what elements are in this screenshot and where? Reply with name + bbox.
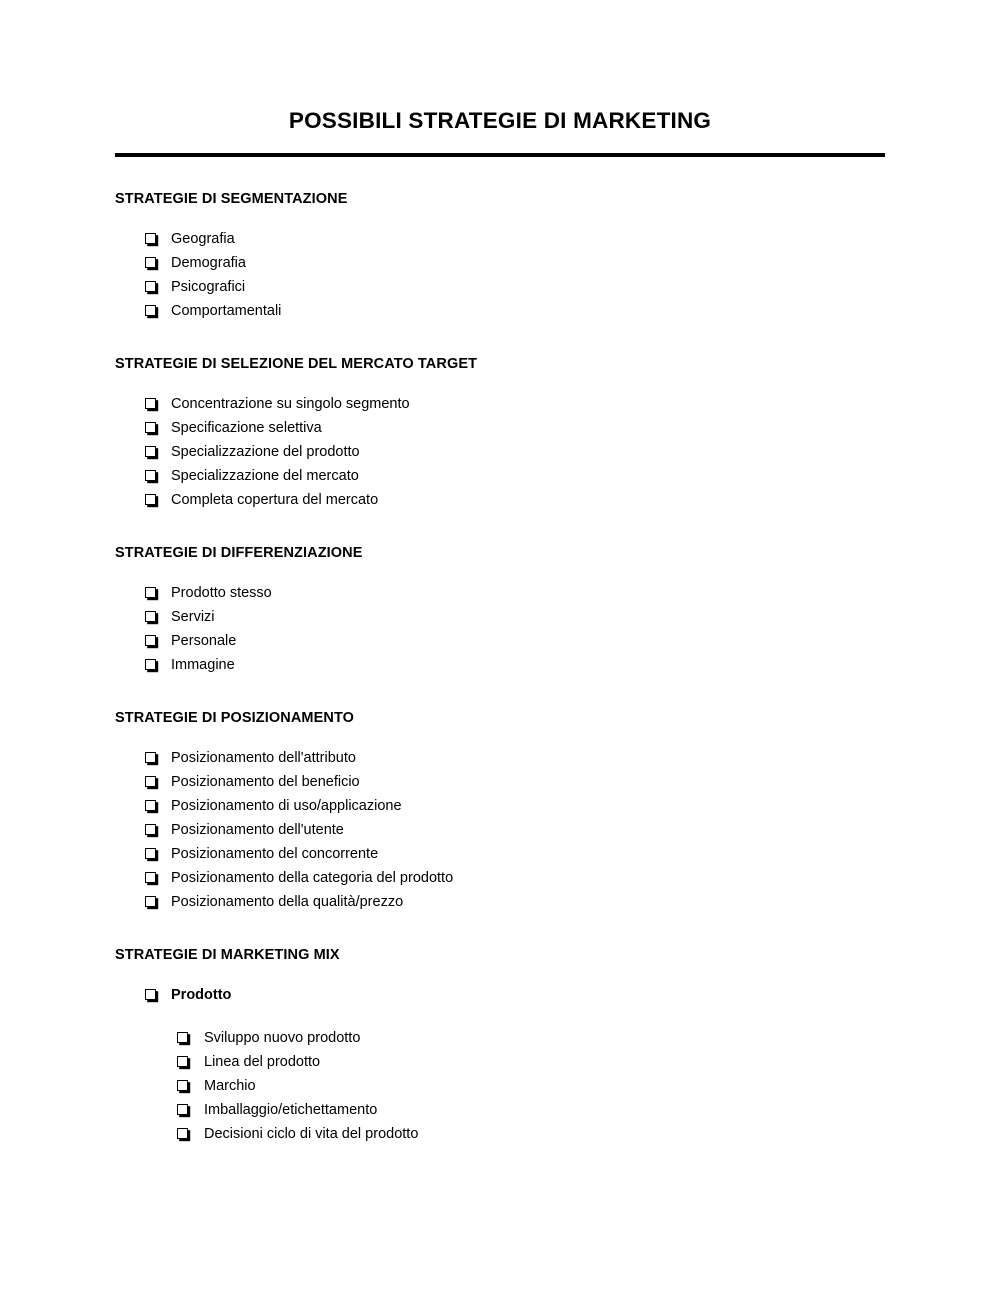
empty-checkbox-icon[interactable] bbox=[145, 800, 156, 811]
section-differenziazione bbox=[0, 544, 1000, 677]
empty-checkbox-icon[interactable] bbox=[145, 470, 156, 481]
list-item[interactable] bbox=[145, 416, 1000, 440]
list-item-label: Completa copertura del mercato bbox=[171, 492, 379, 508]
empty-checkbox-icon[interactable] bbox=[145, 872, 156, 883]
list-item-label: Immagine bbox=[171, 657, 235, 673]
list-item-label: Personale bbox=[171, 633, 237, 649]
list-item[interactable] bbox=[145, 794, 1000, 818]
list-item-label: Demografia bbox=[171, 255, 246, 271]
list-item-label: Posizionamento del beneficio bbox=[171, 774, 360, 790]
empty-checkbox-icon[interactable] bbox=[145, 824, 156, 835]
list-item[interactable] bbox=[145, 818, 1000, 842]
list-item[interactable] bbox=[145, 890, 1000, 914]
list-item[interactable] bbox=[145, 746, 1000, 770]
empty-checkbox-icon[interactable] bbox=[177, 1080, 188, 1091]
list-item-label: Posizionamento del concorrente bbox=[171, 846, 379, 862]
checklist bbox=[0, 746, 1000, 914]
checklist bbox=[0, 392, 1000, 512]
list-item-label: Sviluppo nuovo prodotto bbox=[204, 1030, 361, 1046]
empty-checkbox-icon[interactable] bbox=[145, 446, 156, 457]
empty-checkbox-icon[interactable] bbox=[145, 398, 156, 409]
section-header: STRATEGIE DI SELEZIONE DEL MERCATO TARGET bbox=[115, 356, 478, 372]
list-item[interactable] bbox=[145, 392, 1000, 416]
list-item[interactable] bbox=[145, 464, 1000, 488]
list-item-label: Specializzazione del mercato bbox=[171, 468, 359, 484]
empty-checkbox-icon[interactable] bbox=[145, 494, 156, 505]
list-item-label: Marchio bbox=[204, 1078, 256, 1094]
checklist bbox=[0, 227, 1000, 323]
list-item[interactable] bbox=[177, 1074, 1000, 1098]
list-item-label: Posizionamento della categoria del prodotto bbox=[171, 870, 454, 886]
empty-checkbox-icon[interactable] bbox=[145, 989, 156, 1000]
section-marketing-mix bbox=[0, 946, 1000, 1146]
empty-checkbox-icon[interactable] bbox=[145, 257, 156, 268]
checklist bbox=[0, 983, 1000, 1146]
list-item[interactable] bbox=[145, 251, 1000, 275]
empty-checkbox-icon[interactable] bbox=[145, 281, 156, 292]
empty-checkbox-icon[interactable] bbox=[177, 1032, 188, 1043]
empty-checkbox-icon[interactable] bbox=[177, 1104, 188, 1115]
list-item-label: Prodotto bbox=[171, 987, 232, 1003]
section-selezione-mercato-target bbox=[0, 355, 1000, 512]
list-item-label: Geografia bbox=[171, 231, 235, 247]
nested-checklist bbox=[0, 1026, 1000, 1146]
section-segmentazione bbox=[0, 190, 1000, 323]
list-item[interactable] bbox=[177, 1122, 1000, 1146]
list-item[interactable] bbox=[145, 605, 1000, 629]
empty-checkbox-icon[interactable] bbox=[177, 1128, 188, 1139]
empty-checkbox-icon[interactable] bbox=[145, 752, 156, 763]
page-title: POSSIBILI STRATEGIE DI MARKETING bbox=[288, 108, 712, 133]
list-item[interactable] bbox=[145, 842, 1000, 866]
section-posizionamento bbox=[0, 709, 1000, 914]
list-item[interactable] bbox=[145, 227, 1000, 251]
checklist bbox=[0, 581, 1000, 677]
empty-checkbox-icon[interactable] bbox=[145, 587, 156, 598]
list-item-label: Imballaggio/etichettamento bbox=[204, 1102, 378, 1118]
empty-checkbox-icon[interactable] bbox=[145, 659, 156, 670]
list-item[interactable] bbox=[145, 488, 1000, 512]
list-item[interactable] bbox=[145, 581, 1000, 605]
list-item-label: Concentrazione su singolo segmento bbox=[171, 396, 410, 412]
list-item-label: Linea del prodotto bbox=[204, 1054, 321, 1070]
list-item-label: Posizionamento dell'attributo bbox=[171, 750, 356, 766]
list-item[interactable] bbox=[145, 866, 1000, 890]
document-body bbox=[0, 190, 1000, 1146]
list-item-label: Prodotto stesso bbox=[171, 585, 272, 601]
list-item[interactable] bbox=[177, 1050, 1000, 1074]
empty-checkbox-icon[interactable] bbox=[145, 848, 156, 859]
list-item[interactable] bbox=[145, 629, 1000, 653]
list-item-label: Posizionamento dell'utente bbox=[171, 822, 344, 838]
empty-checkbox-icon[interactable] bbox=[145, 422, 156, 433]
empty-checkbox-icon[interactable] bbox=[145, 776, 156, 787]
list-item-label: Decisioni ciclo di vita del prodotto bbox=[204, 1126, 419, 1142]
list-item[interactable] bbox=[145, 275, 1000, 299]
list-item-label: Posizionamento di uso/applicazione bbox=[171, 798, 402, 814]
list-item[interactable] bbox=[145, 653, 1000, 677]
list-item-label: Posizionamento della qualità/prezzo bbox=[171, 894, 404, 910]
section-header: STRATEGIE DI MARKETING MIX bbox=[115, 947, 340, 963]
list-item-label: Specificazione selettiva bbox=[171, 420, 322, 436]
list-item[interactable] bbox=[145, 440, 1000, 464]
list-item[interactable] bbox=[145, 770, 1000, 794]
empty-checkbox-icon[interactable] bbox=[177, 1056, 188, 1067]
section-header: STRATEGIE DI SEGMENTAZIONE bbox=[115, 191, 348, 207]
empty-checkbox-icon[interactable] bbox=[145, 305, 156, 316]
empty-checkbox-icon[interactable] bbox=[145, 896, 156, 907]
list-item-label: Specializzazione del prodotto bbox=[171, 444, 360, 460]
list-item-label: Psicografici bbox=[171, 279, 246, 295]
empty-checkbox-icon[interactable] bbox=[145, 233, 156, 244]
list-item[interactable] bbox=[145, 299, 1000, 323]
title-divider bbox=[115, 153, 885, 157]
empty-checkbox-icon[interactable] bbox=[145, 635, 156, 646]
section-header: STRATEGIE DI DIFFERENZIAZIONE bbox=[115, 545, 363, 561]
section-header: STRATEGIE DI POSIZIONAMENTO bbox=[115, 710, 355, 726]
list-item[interactable] bbox=[177, 1098, 1000, 1122]
empty-checkbox-icon[interactable] bbox=[145, 611, 156, 622]
list-item-label: Servizi bbox=[171, 609, 215, 625]
list-item[interactable] bbox=[177, 1026, 1000, 1050]
list-item-group-prodotto[interactable] bbox=[145, 983, 1000, 1007]
list-item-label: Comportamentali bbox=[171, 303, 282, 319]
